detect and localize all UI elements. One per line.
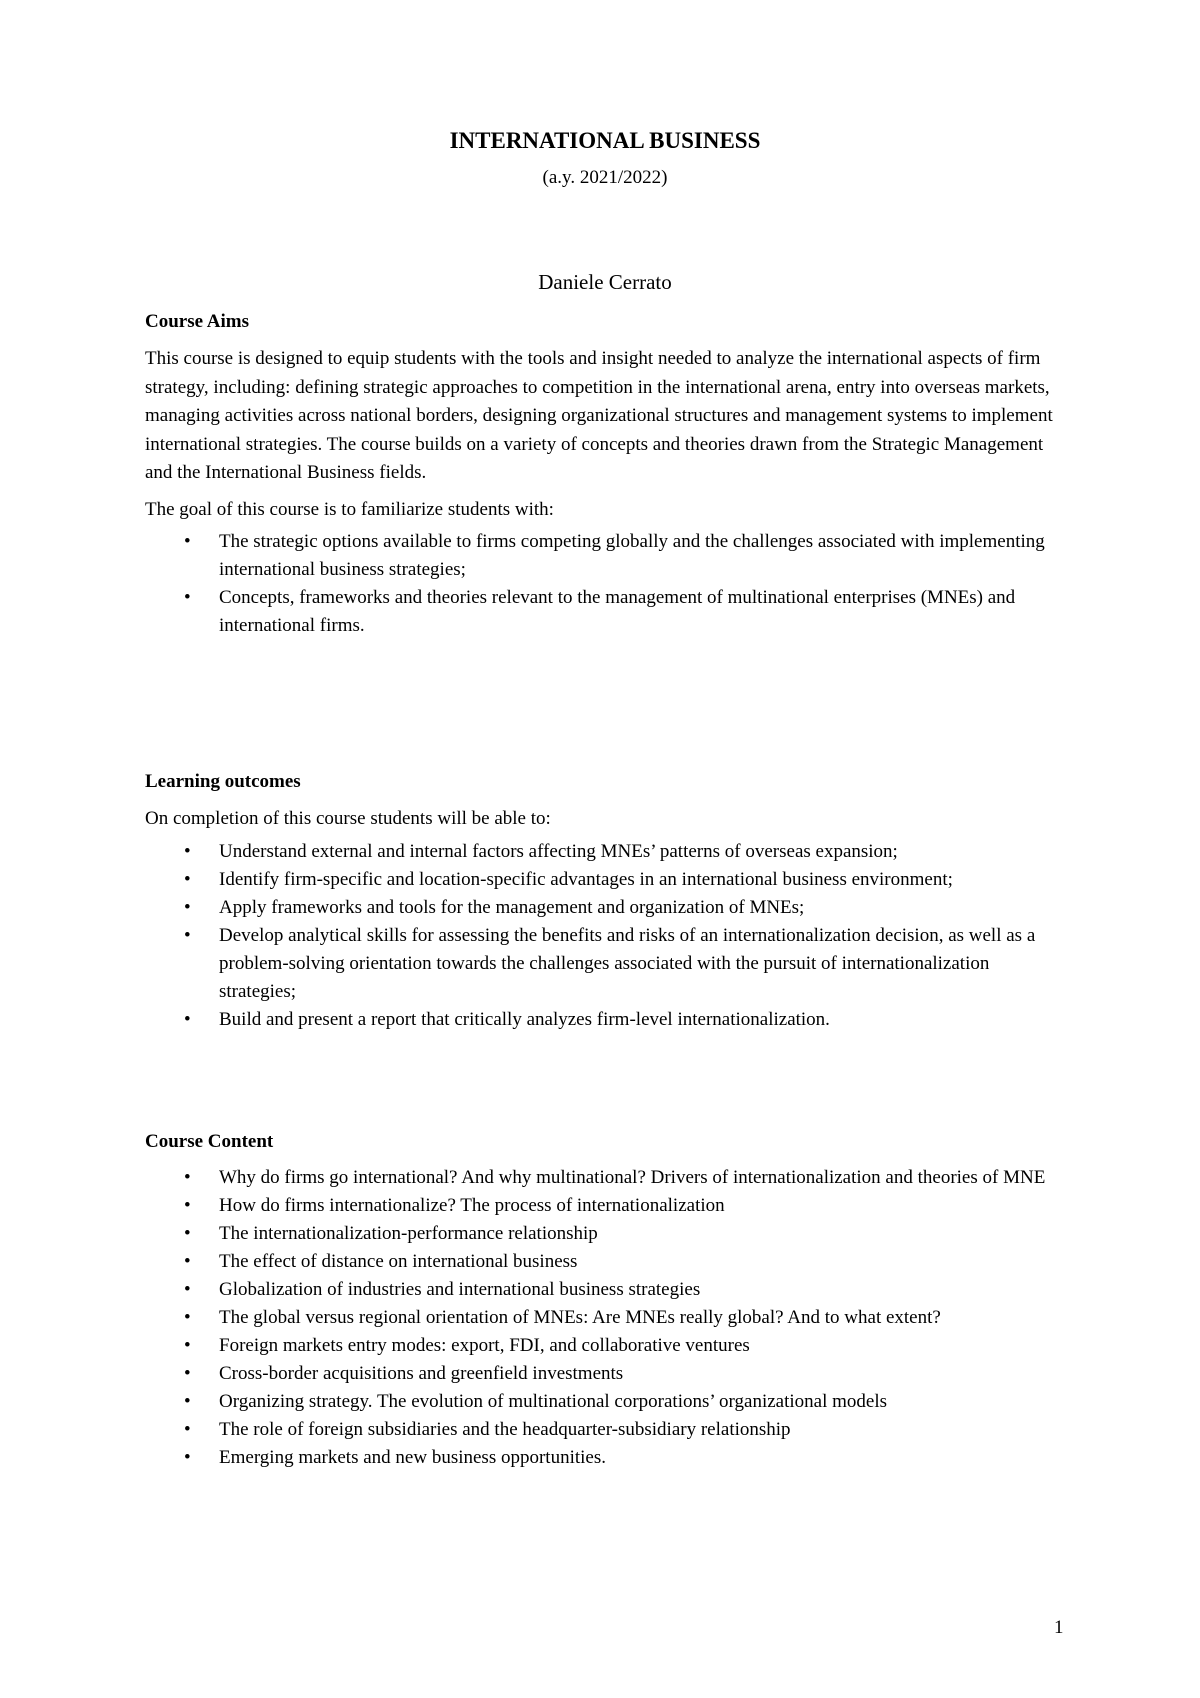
course-aims-paragraph: This course is designed to equip students with the tools and insight needed to analyze the international aspects of firm strategy, including: defining strategic approaches to competition in the international arena, entry into overseas markets, managing activities across national borders, designing organizational structures and management systems to implement international strategies. The course builds on a variety of concepts and theories drawn from the Strategic Management and the International Business fields. xyxy=(145,348,1053,483)
bullet-icon: • xyxy=(184,1363,191,1384)
learning-outcomes-list xyxy=(145,838,1065,1034)
heading-course-aims: Course Aims xyxy=(145,311,249,332)
bullet-icon: • xyxy=(184,896,191,918)
bullet-icon: • xyxy=(184,1391,191,1412)
academic-year: (a.y. 2021/2022) xyxy=(542,167,668,188)
section-learning-outcomes xyxy=(145,770,1065,1034)
bullet-icon: • xyxy=(184,840,191,862)
goals-list xyxy=(145,528,1065,640)
list-item: • The role of foreign subsidiaries and the headquarter-subsidiary relationship xyxy=(145,1416,1065,1444)
bullet-icon: • xyxy=(184,531,191,552)
list-item: • The effect of distance on international business xyxy=(145,1248,1065,1276)
page-number: 1 xyxy=(1054,1617,1064,1638)
learning-outcomes-intro: On completion of this course students will be able to: xyxy=(145,808,551,829)
list-item: • The internationalization-performance relationship xyxy=(145,1220,1065,1248)
list-item: • Concepts, frameworks and theories relevant to the management of multinational enterprises (MNEs) and international firms. xyxy=(145,584,1065,640)
list-item: • Identify firm-specific and location-specific advantages in an international business environment; xyxy=(145,866,1065,894)
bullet-icon: • xyxy=(184,868,191,890)
author-name: Daniele Cerrato xyxy=(538,270,672,294)
section-course-content xyxy=(145,1130,1065,1472)
list-item: • Foreign markets entry modes: export, FDI, and collaborative ventures xyxy=(145,1332,1065,1360)
bullet-icon: • xyxy=(184,1195,191,1216)
list-item: • Emerging markets and new business opportunities. xyxy=(145,1444,1065,1472)
bullet-icon: • xyxy=(184,924,191,946)
list-item: • The global versus regional orientation of MNEs: Are MNEs really global? And to what extent? xyxy=(145,1304,1065,1332)
goal-intro: The goal of this course is to familiarize students with: xyxy=(145,498,554,520)
list-item: • The strategic options available to firms competing globally and the challenges associated with implementing international business strategies; xyxy=(145,528,1065,584)
bullet-icon: • xyxy=(184,1447,191,1468)
bullet-icon: • xyxy=(184,1167,191,1188)
list-item: • Understand external and internal factors affecting MNEs’ patterns of overseas expansion; xyxy=(145,838,1065,866)
list-item: • Apply frameworks and tools for the management and organization of MNEs; xyxy=(145,894,1065,922)
bullet-icon: • xyxy=(184,1251,191,1272)
list-item: • Develop analytical skills for assessing the benefits and risks of an internationalization decision, as well as a problem-solving orientation towards the challenges associated with the pursuit of internationalization strategies; xyxy=(145,922,1065,1006)
list-item: • Globalization of industries and international business strategies xyxy=(145,1276,1065,1304)
document-title: INTERNATIONAL BUSINESS xyxy=(449,128,761,153)
list-item: • Why do firms go international? And why multinational? Drivers of internationalization and theories of MNE xyxy=(145,1164,1065,1192)
bullet-icon: • xyxy=(184,1279,191,1300)
section-course-aims xyxy=(145,310,1065,640)
bullet-icon: • xyxy=(184,587,191,608)
list-item: • Cross-border acquisitions and greenfield investments xyxy=(145,1360,1065,1388)
list-item: • Build and present a report that critically analyzes firm-level internationalization. xyxy=(145,1006,1065,1034)
bullet-icon: • xyxy=(184,1307,191,1328)
heading-course-content: Course Content xyxy=(145,1131,274,1152)
bullet-icon: • xyxy=(184,1008,191,1030)
bullet-icon: • xyxy=(184,1223,191,1244)
list-item: • How do firms internationalize? The process of internationalization xyxy=(145,1192,1065,1220)
bullet-icon: • xyxy=(184,1419,191,1440)
list-item: • Organizing strategy. The evolution of multinational corporations’ organizational models xyxy=(145,1388,1065,1416)
course-content-list xyxy=(145,1164,1065,1472)
bullet-icon: • xyxy=(184,1335,191,1356)
heading-learning-outcomes: Learning outcomes xyxy=(145,771,301,792)
